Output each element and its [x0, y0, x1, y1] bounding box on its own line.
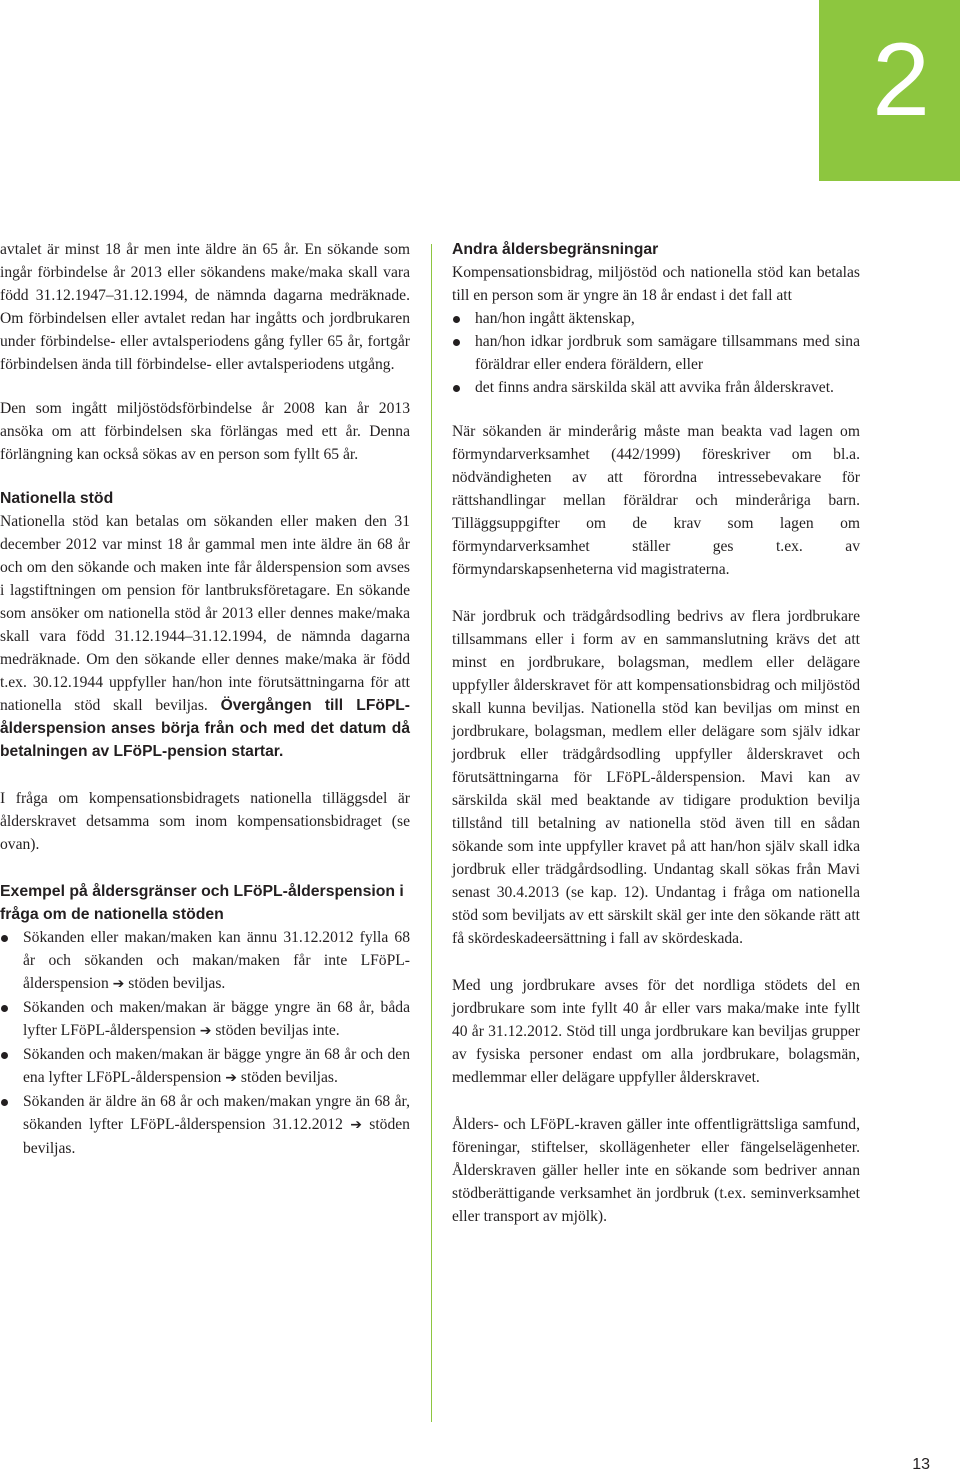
- heading-nationella-stod: Nationella stöd: [0, 490, 114, 507]
- heading-examples: Exempel på åldersgränser och LFöPL-ålderspension i fråga om de nationella stöden: [0, 883, 404, 923]
- paragraph-undantag: Ålders- och LFöPL-kraven gäller inte offentligrättsliga samfund, föreningar, stiftelser, skollägenheter eller fängelselägenheter. Ålderskraven gäller heller inte en sökande som bedriver annan stödberättigande verksamhet än jordbruk (t.ex. seminverksamhet eller transport av mjölk).: [452, 1116, 860, 1225]
- heading-andra-aldersbegransningar: Andra åldersbegränsningar: [452, 241, 659, 258]
- bullet-icon: [453, 339, 460, 346]
- paragraph-kompensationsbidrag: I fråga om kompensationsbidragets nationella tilläggsdel är ålderskravet detsamma som inom kompensationsbidraget (se ovan).: [0, 790, 410, 853]
- paragraph-sammanslutning: När jordbruk och trädgårdsodling bedrivs av flera jordbrukare tillsammans eller i form av en sammanslutning krävs det att minst en jordbrukare, bolagsman, medlem eller delägare uppfyller ålderskravet för att kompensationsbidrag och miljöstöd skall kunna beviljas. Nationella stöd kan beviljas om minst en jordbrukare, bolagsman, medlem eller delägare som själv idkar jordbruk eller trädgårdsodling uppfyller ålderskravet och förutsättningarna för LFöPL-ålderspension. Mavi kan av särskilda skäl med beaktande av tidigare produktion bevilja tillstånd till betalning av nationella stöd även till en sådan sökande som inte uppfyller kravet på att han/hon själv skall idka jordbruk eller trädgårdsodling. Undantag skall sökas från Mavi senast 30.4.2013 (se kap. 12). Undantag i fråga om nationella stöd som beviljats av ett särskilt skäl ger inte den sökande rätt att få skördeskadeersättning i fall av skördeskada.: [452, 608, 860, 947]
- list-item: det finns andra särskilda skäl att avvika från ålderskravet.: [452, 376, 860, 399]
- list-item: han/hon idkar jordbruk som samägare tillsammans med sina föräldrar eller endera föräldern, eller: [452, 330, 860, 376]
- list-item: Sökanden eller makan/maken kan ännu 31.12.2012 fylla 68 år och sökanden och makan/maken får inte LFöPL-ålderspension ➔ stöden beviljas.: [0, 926, 410, 996]
- list-item: Sökanden och maken/makan är bägge yngre än 68 år och den ena lyfter LFöPL-ålderspension ➔ stöden beviljas.: [0, 1043, 410, 1090]
- paragraph-age-limits: avtalet är minst 18 år men inte äldre än 65 år. En sökande som ingår förbindelse år 2013 eller sökandens make/maka skall vara född 31.12.1947–31.12.1994, de nämnda dagarna medräknade. Om förbindelsen eller avtalet redan har ingåtts och jordbrukaren under förbindelse- eller avtalsperiodens gång fyller 65 år, fortgår förbindelsen ända till förbindelse- eller avtalsperiodens utgång.: [0, 241, 410, 373]
- paragraph-minderarig: När sökanden är minderårig måste man beakta vad lagen om förmyndarverksamhet (442/1999) föreskriver om bl.a. nödvändigheten av att förordna intressebevakare för rättshandlingar mellan föräldrar och minderåriga barn. Tilläggsuppgifter om de krav som lagen om förmyndarverksamhet ställer ges t.ex. av förmyndarskapsenheterna vid magistraterna.: [452, 423, 860, 578]
- list-item: Sökanden är äldre än 68 år och maken/makan yngre än 68 år, sökanden lyfter LFöPL-ålderspension 31.12.2012 ➔ stöden beviljas.: [0, 1090, 410, 1160]
- paragraph-ung-jordbrukare: Med ung jordbrukare avses för det nordliga stödets del en jordbrukare som inte fyllt 40 år eller vars maka/make inte fyllt 40 år 31.12.2012. Stöd till unga jordbrukare kan beviljas grupper av fysiska personer endast om alla jordbrukare, bolagsmän, medlemmar eller delägare uppfyller ålderskravet.: [452, 977, 860, 1086]
- paragraph-extension: Den som ingått miljöstödsförbindelse år 2008 kan år 2013 ansöka om att förbindelsen ska förlängas med ett år. Denna förlängning kan också sökas av en person som fyllt 65 år.: [0, 400, 410, 463]
- paragraph-intro: Kompensationsbidrag, miljöstöd och nationella stöd kan betalas till en person som är yngre än 18 år endast i det fall att: [452, 264, 860, 304]
- arrow-right-icon: ➔: [225, 1070, 237, 1086]
- list-item: Sökanden och maken/makan är bägge yngre än 68 år, båda lyfter LFöPL-ålderspension ➔ stöden beviljas inte.: [0, 996, 410, 1043]
- arrow-right-icon: ➔: [350, 1117, 362, 1133]
- bullet-icon: [1, 1052, 8, 1059]
- list-item: han/hon ingått äktenskap,: [452, 307, 860, 330]
- examples-list: [0, 926, 410, 1160]
- arrow-right-icon: ➔: [199, 1023, 212, 1039]
- bullet-icon: [453, 316, 460, 323]
- bullet-icon: [1, 1005, 8, 1012]
- arrow-right-icon: ➔: [112, 976, 125, 992]
- nationella-stod-text: Nationella stöd kan betalas om sökanden eller maken den 31 december 2012 var minst 18 år gammal men inte äldre än 68 år och om den sökande och maken inte får ålderspension som avses i lagstiftningen om pension för lantbruksföretagare. En sökande som ansöker om nationella stöd år 2013 eller dennes make/maka skall vara född 31.12.1944–31.12.1994, de nämnda dagarna medräknade. Om den sökande eller dennes make/maka är född t.ex. 30.12.1944 uppfyller han/hon inte förutsättningarna för att nationella stöd skall beviljas.: [0, 513, 410, 714]
- bullet-icon: [1, 935, 8, 942]
- bullet-icon: [1, 1099, 8, 1106]
- paragraph-nationella-stod: [0, 510, 410, 763]
- left-column: [0, 238, 410, 1160]
- chapter-number: 2: [872, 22, 930, 138]
- right-column: [452, 238, 860, 1228]
- page-number: 13: [912, 1456, 930, 1473]
- chapter-tab: [819, 0, 960, 181]
- conditions-list: [452, 307, 860, 399]
- nationella-stod-bold-note: Övergången till LFöPL-ålderspension anses börja från och med det datum då betalningen av LFöPL-pension startar.: [0, 697, 410, 760]
- bullet-icon: [453, 385, 460, 392]
- column-divider: [431, 244, 432, 1422]
